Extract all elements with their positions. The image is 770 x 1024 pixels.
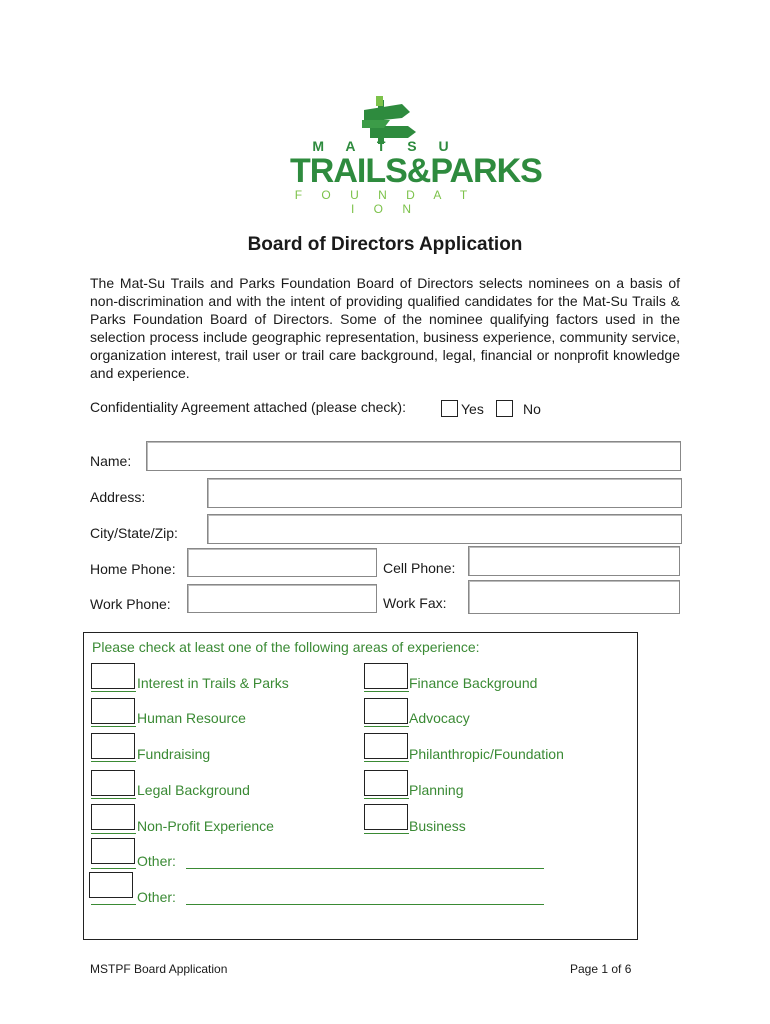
underline [91, 761, 136, 762]
foundation-logo [290, 96, 542, 216]
confidentiality-no-checkbox[interactable] [496, 400, 513, 417]
work-phone-field[interactable] [187, 584, 377, 613]
address-label: Address: [90, 489, 146, 505]
experience-checkbox[interactable] [91, 770, 135, 796]
experience-checkbox[interactable] [364, 663, 408, 689]
underline [91, 726, 136, 727]
experience-option: Interest in Trails & Parks [137, 675, 289, 691]
experience-checkbox[interactable] [91, 804, 135, 830]
experience-checkbox[interactable] [91, 663, 135, 689]
logo-foundation-text: F O U N D A T I O N [294, 188, 476, 216]
confidentiality-label: Confidentiality Agreement attached (please check): [90, 399, 406, 415]
page-number: Page 1 of 6 [570, 962, 632, 976]
experience-option: Planning [409, 782, 464, 798]
experience-option: Non-Profit Experience [137, 818, 274, 834]
experience-option: Advocacy [409, 710, 470, 726]
other-checkbox[interactable] [91, 838, 135, 864]
underline [364, 833, 409, 834]
underline [91, 833, 136, 834]
underline [91, 691, 136, 692]
home-phone-field[interactable] [187, 548, 377, 577]
confidentiality-yes-label: Yes [461, 401, 484, 417]
work-phone-label: Work Phone: [90, 596, 171, 612]
underline [91, 868, 136, 869]
experience-checkbox[interactable] [364, 804, 408, 830]
other-input-line[interactable] [186, 868, 544, 869]
page-title: Board of Directors Application [247, 234, 523, 255]
city-state-zip-label: City/State/Zip: [90, 525, 178, 541]
experience-checkbox[interactable] [364, 698, 408, 724]
footer-left: MSTPF Board Application [90, 962, 228, 976]
experience-option: Philanthropic/Foundation [409, 746, 564, 762]
home-phone-label: Home Phone: [90, 561, 176, 577]
intro-paragraph: The Mat-Su Trails and Parks Foundation Board of Directors selects nominees on a basis of non-discrimination and with the intent of providing qualified candidates for the Mat-Su Trails & Parks Foundation Board of Directors. Some of the nominee qualifying factors used in the selection process include geographic representation, business experience, community service, organization interest, trail user or trail care background, legal, financial or nonprofit knowledge and experience. [90, 275, 680, 381]
name-field[interactable] [146, 441, 681, 471]
confidentiality-no-label: No [523, 401, 541, 417]
other-label: Other: [137, 889, 176, 905]
experience-checkbox[interactable] [91, 698, 135, 724]
work-fax-field[interactable] [468, 580, 680, 614]
other-checkbox[interactable] [89, 872, 133, 898]
experience-option: Business [409, 818, 466, 834]
city-state-zip-field[interactable] [207, 514, 682, 544]
address-field[interactable] [207, 478, 682, 508]
experience-option: Fundraising [137, 746, 211, 762]
cell-phone-field[interactable] [468, 546, 680, 576]
experience-option: Finance Background [409, 675, 538, 691]
confidentiality-yes-checkbox[interactable] [441, 400, 458, 417]
underline [364, 761, 409, 762]
underline [364, 726, 409, 727]
work-fax-label: Work Fax: [383, 595, 447, 611]
other-input-line[interactable] [186, 904, 544, 905]
logo-main-text: TRAILS&PARKS [290, 152, 542, 190]
cell-phone-label: Cell Phone: [383, 560, 456, 576]
name-label: Name: [90, 453, 132, 469]
underline [364, 798, 409, 799]
experience-option: Legal Background [137, 782, 250, 798]
logo-matsu-text: M A T S U [312, 138, 458, 154]
experience-heading: Please check at least one of the following areas of experience: [92, 639, 480, 655]
underline [364, 691, 409, 692]
experience-option: Human Resource [137, 710, 246, 726]
other-label: Other: [137, 853, 176, 869]
underline [91, 904, 136, 905]
underline [91, 798, 136, 799]
experience-checkbox[interactable] [91, 733, 135, 759]
experience-checkbox[interactable] [364, 770, 408, 796]
experience-checkbox[interactable] [364, 733, 408, 759]
